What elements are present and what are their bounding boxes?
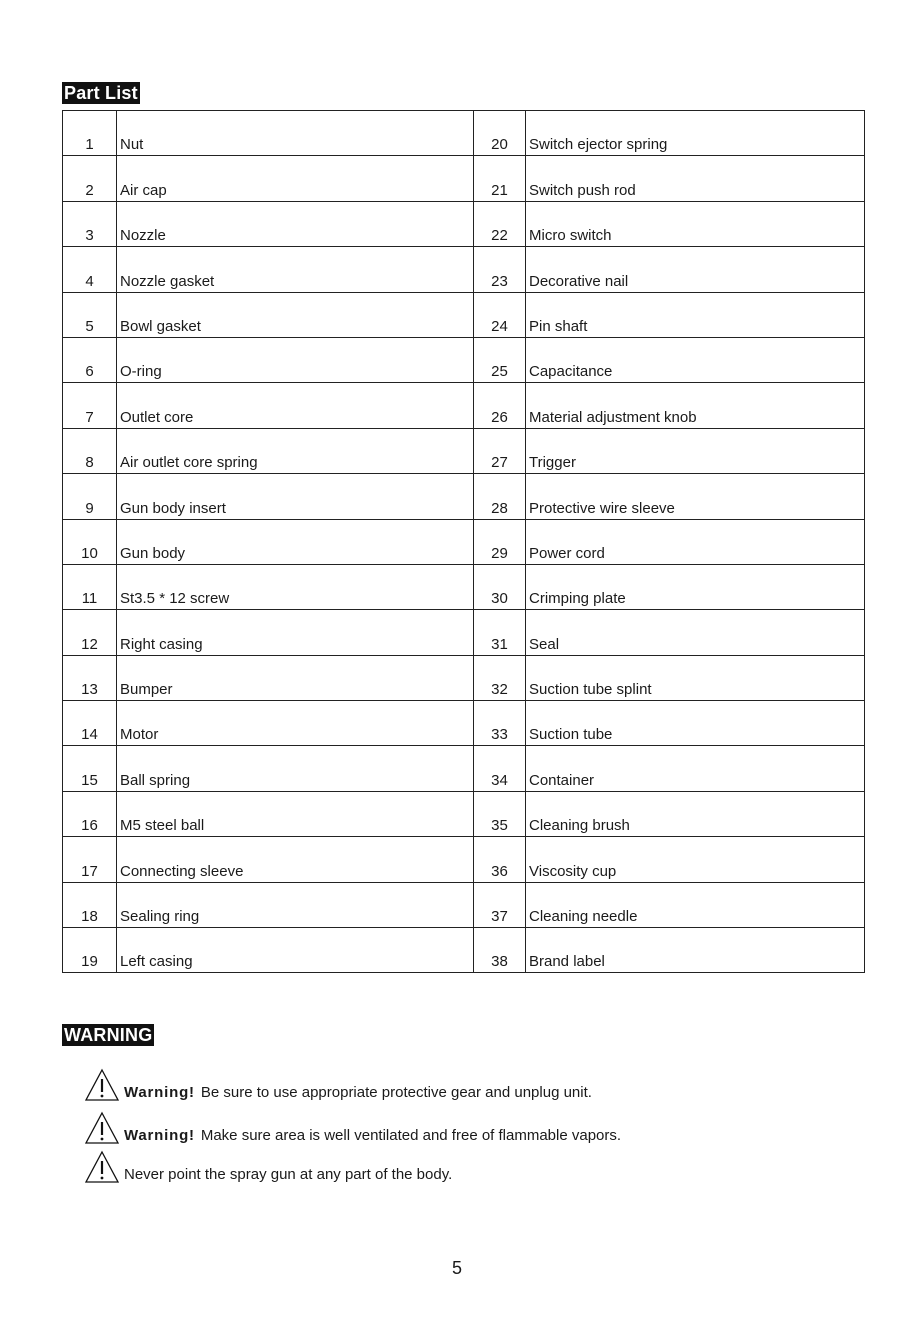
warning-triangle-icon [84, 1068, 120, 1102]
part-number: 1 [63, 111, 117, 156]
part-name: Pin shaft [526, 292, 865, 337]
part-name: Gun body insert [117, 474, 474, 519]
part-name: Nut [117, 111, 474, 156]
part-number: 13 [63, 655, 117, 700]
part-number: 18 [63, 882, 117, 927]
part-number: 9 [63, 474, 117, 519]
part-number: 23 [474, 247, 526, 292]
part-name: Decorative nail [526, 247, 865, 292]
part-name: Ball spring [117, 746, 474, 791]
warning-heading: WARNING [64, 1025, 153, 1045]
part-name: Material adjustment knob [526, 383, 865, 428]
part-number: 35 [474, 791, 526, 836]
part-name: Protective wire sleeve [526, 474, 865, 519]
part-number: 27 [474, 428, 526, 473]
part-name: Cleaning brush [526, 791, 865, 836]
part-number: 34 [474, 746, 526, 791]
part-number: 36 [474, 837, 526, 882]
part-name: Capacitance [526, 337, 865, 382]
warning-label: Warning! [124, 1127, 195, 1144]
part-name: Air outlet core spring [117, 428, 474, 473]
table-row [63, 111, 865, 156]
part-name: Brand label [526, 928, 865, 973]
part-name: Suction tube splint [526, 655, 865, 700]
warning-triangle-icon [84, 1111, 120, 1145]
part-name: Sealing ring [117, 882, 474, 927]
table-row [63, 837, 865, 882]
table-row [63, 791, 865, 836]
part-name: Cleaning needle [526, 882, 865, 927]
part-name: Right casing [117, 610, 474, 655]
table-row [63, 474, 865, 519]
part-name: Suction tube [526, 701, 865, 746]
table-row [63, 247, 865, 292]
part-number: 30 [474, 564, 526, 609]
part-name: Gun body [117, 519, 474, 564]
part-number: 6 [63, 337, 117, 382]
part-name: Crimping plate [526, 564, 865, 609]
table-row [63, 519, 865, 564]
part-number: 37 [474, 882, 526, 927]
part-name: Outlet core [117, 383, 474, 428]
table-row [63, 882, 865, 927]
part-number: 11 [63, 564, 117, 609]
part-number: 25 [474, 337, 526, 382]
part-name: Switch ejector spring [526, 111, 865, 156]
part-number: 16 [63, 791, 117, 836]
part-name: Bumper [117, 655, 474, 700]
part-number: 29 [474, 519, 526, 564]
table-row [63, 292, 865, 337]
part-number: 2 [63, 156, 117, 201]
part-name: Container [526, 746, 865, 791]
part-name: Bowl gasket [117, 292, 474, 337]
warning-text: Never point the spray gun at any part of the body. [124, 1166, 453, 1183]
page-number: 5 [451, 1258, 462, 1278]
part-number: 32 [474, 655, 526, 700]
part-number: 24 [474, 292, 526, 337]
table-row [63, 156, 865, 201]
part-name: Nozzle gasket [117, 247, 474, 292]
part-name: Micro switch [526, 201, 865, 246]
table-row [63, 655, 865, 700]
part-name: Motor [117, 701, 474, 746]
part-number: 17 [63, 837, 117, 882]
part-number: 20 [474, 111, 526, 156]
part-name: Switch push rod [526, 156, 865, 201]
part-name: Seal [526, 610, 865, 655]
part-name: O-ring [117, 337, 474, 382]
part-name: Air cap [117, 156, 474, 201]
part-number: 7 [63, 383, 117, 428]
part-list-body [63, 111, 865, 973]
part-number: 33 [474, 701, 526, 746]
table-row [63, 928, 865, 973]
part-list-table [62, 110, 865, 973]
part-list-heading: Part List [64, 83, 138, 103]
warning-line [84, 1068, 592, 1102]
part-number: 28 [474, 474, 526, 519]
part-name: M5 steel ball [117, 791, 474, 836]
part-number: 12 [63, 610, 117, 655]
part-name: St3.5 * 12 screw [117, 564, 474, 609]
part-number: 22 [474, 201, 526, 246]
part-number: 4 [63, 247, 117, 292]
table-row [63, 383, 865, 428]
part-name: Trigger [526, 428, 865, 473]
part-name: Left casing [117, 928, 474, 973]
table-row [63, 564, 865, 609]
part-name: Connecting sleeve [117, 837, 474, 882]
warning-text: Make sure area is well ventilated and free of flammable vapors. [200, 1127, 622, 1144]
part-number: 15 [63, 746, 117, 791]
part-name: Power cord [526, 519, 865, 564]
table-row [63, 428, 865, 473]
table-row [63, 701, 865, 746]
warning-triangle-icon [84, 1150, 120, 1184]
table-row [63, 746, 865, 791]
part-number: 31 [474, 610, 526, 655]
warning-line [84, 1111, 621, 1145]
table-row [63, 610, 865, 655]
part-number: 8 [63, 428, 117, 473]
part-name: Viscosity cup [526, 837, 865, 882]
part-number: 19 [63, 928, 117, 973]
warning-text: Be sure to use appropriate protective gear and unplug unit. [200, 1084, 592, 1101]
part-number: 38 [474, 928, 526, 973]
warning-label: Warning! [124, 1084, 195, 1101]
part-number: 26 [474, 383, 526, 428]
warning-line [84, 1150, 452, 1184]
part-number: 10 [63, 519, 117, 564]
part-number: 14 [63, 701, 117, 746]
part-number: 3 [63, 201, 117, 246]
table-row [63, 337, 865, 382]
table-row [63, 201, 865, 246]
part-number: 5 [63, 292, 117, 337]
part-name: Nozzle [117, 201, 474, 246]
part-number: 21 [474, 156, 526, 201]
